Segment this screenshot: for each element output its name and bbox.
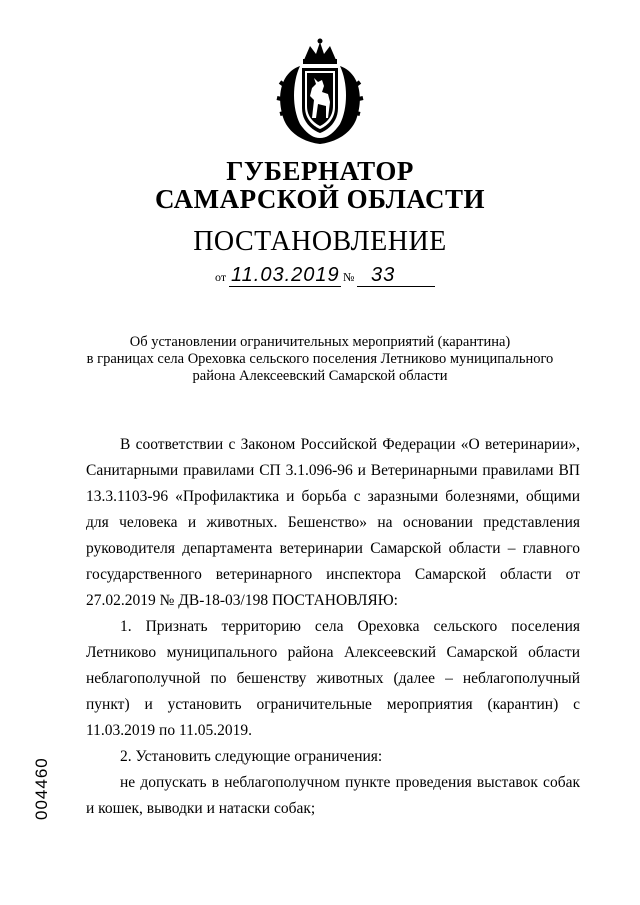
subject-line: Об установлении ограничительных мероприятий (карантина) bbox=[129, 334, 511, 350]
subject-line: в границах села Ореховка сельского поселения Летниково муниципального bbox=[86, 351, 554, 367]
item-1-paragraph: 1. Признать территорию села Ореховка сельского поселения Летниково муниципального района Алексеевский Самарской области неблагополучной по бешенству животных (далее – неблагополучный пункт) и установить ограничительные мероприятия (карантин) с 11.03.2019 по 11.05.2019. bbox=[86, 618, 580, 739]
date-from-label: от bbox=[215, 270, 227, 284]
document-date: 11.03.2019 bbox=[231, 264, 340, 286]
intro-paragraph: В соответствии с Законом Российской Федерации «О ветеринарии», Санитарными правилами СП 3.1.096-96 и Ветеринарными правилами ВП 13.3.1103-96 «Профилактика и борьба с заразными болезнями, общими для человека и животных. Бешенство» на основании представления руководителя департамента ветеринарии Самарской области – главного государственного ветеринарного инспектора Самарской области от 27.02.2019 № ДВ-18-03/198 ПОСТАНОВЛЯЮ: bbox=[86, 436, 580, 609]
document-body bbox=[86, 432, 580, 822]
number-label: № bbox=[343, 270, 355, 284]
item-2-subparagraph: не допускать в неблагополучном пункте проведения выставок собак и кошек, выводки и натаски собак; bbox=[86, 774, 580, 817]
date-underline bbox=[229, 286, 341, 287]
registration-stamp: 004460 bbox=[32, 757, 51, 820]
number-underline bbox=[357, 286, 435, 287]
document-subject bbox=[80, 334, 560, 385]
document-type: ПОСТАНОВЛЕНИЕ bbox=[193, 226, 447, 257]
item-2-paragraph: 2. Установить следующие ограничения: bbox=[120, 748, 383, 765]
issuer-title-line1: ГУБЕРНАТОР bbox=[226, 156, 414, 186]
coat-of-arms-icon bbox=[270, 38, 370, 148]
document-number: 33 bbox=[371, 264, 396, 286]
subject-line: района Алексеевский Самарской области bbox=[192, 368, 448, 384]
issuer-title-line2: САМАРСКОЙ ОБЛАСТИ bbox=[154, 184, 486, 214]
date-number-line bbox=[215, 263, 435, 289]
